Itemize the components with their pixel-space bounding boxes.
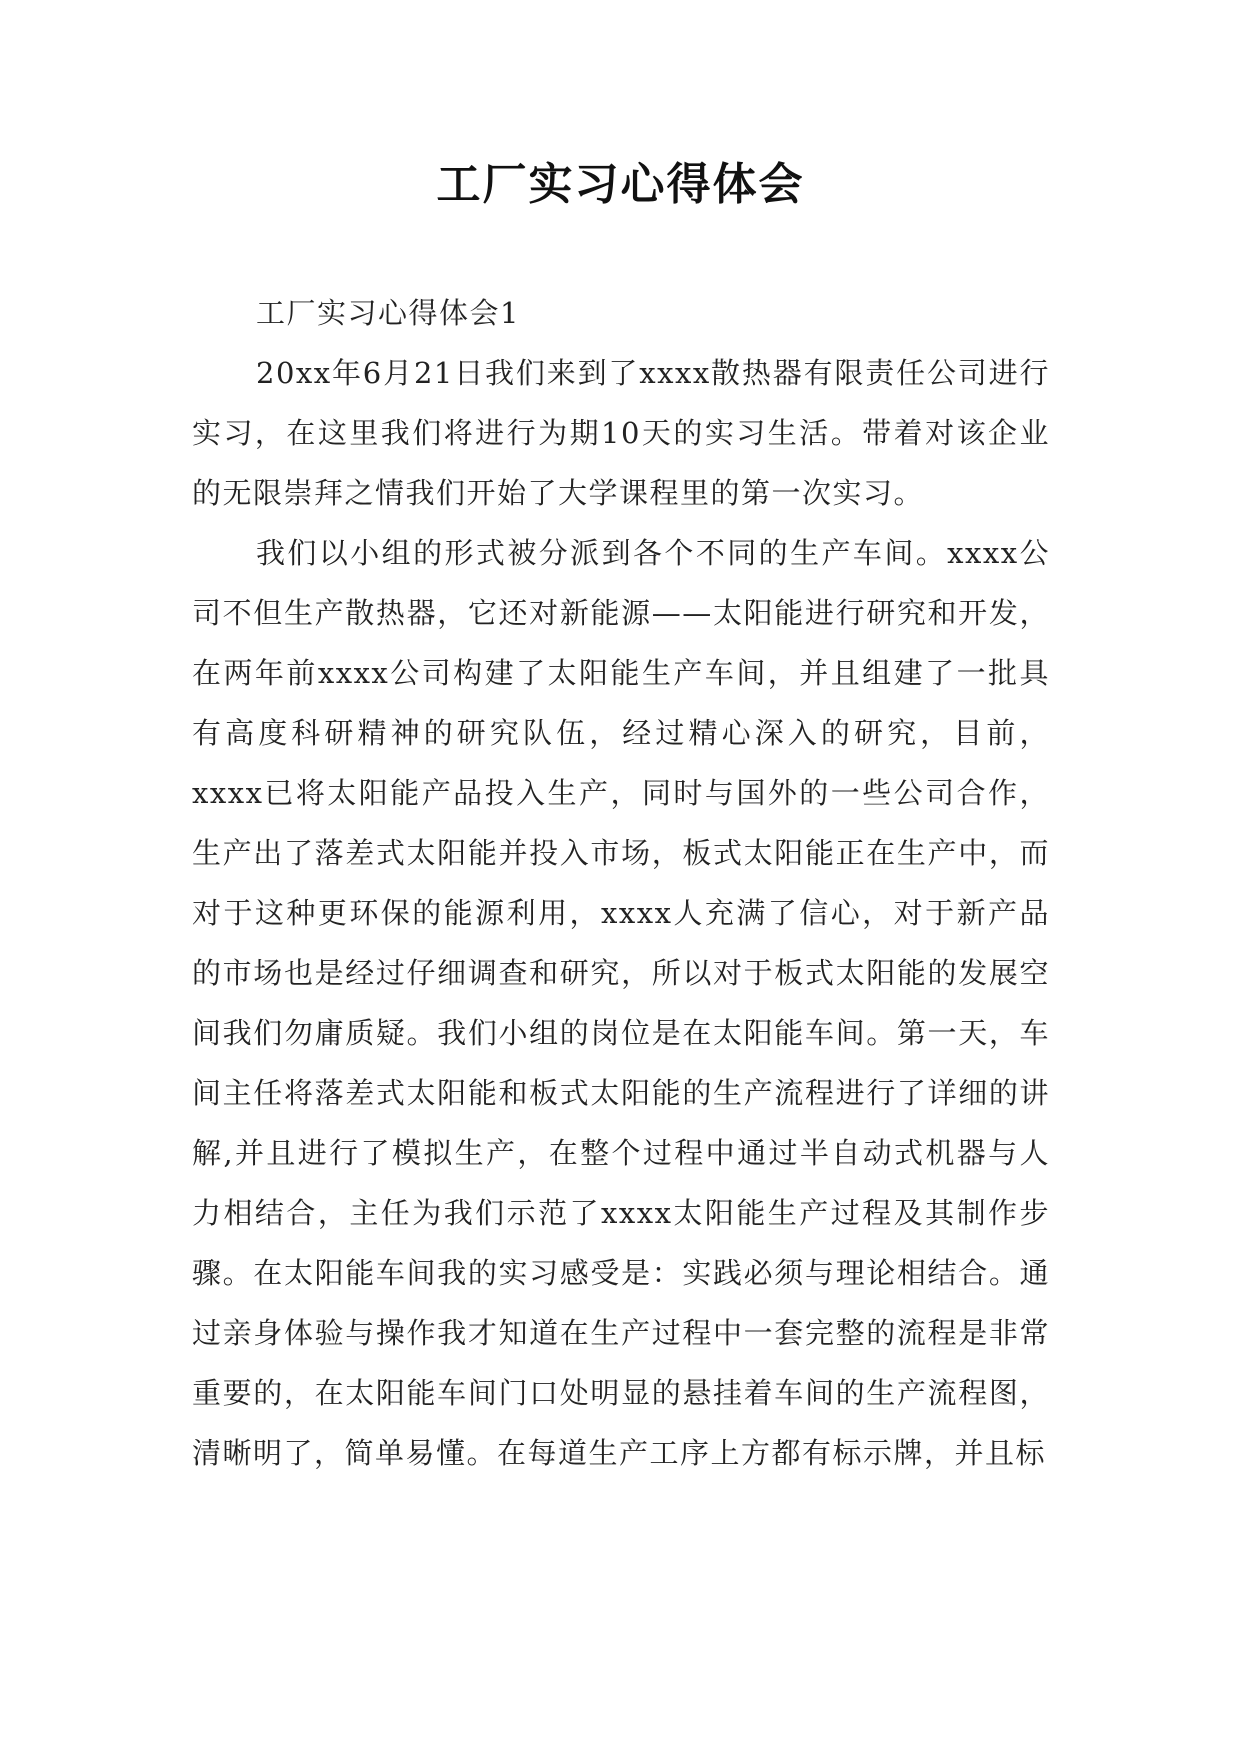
document-body <box>192 283 1050 1483</box>
paragraph-workshop: 我们以小组的形式被分派到各个不同的生产车间。xxxx公司不但生产散热器，它还对新能源——太阳能进行研究和开发，在两年前xxxx公司构建了太阳能生产车间，并且组建了一批具有高度科研精神的研究队伍，经过精心深入的研究，目前，xxxx已将太阳能产品投入生产，同时与国外的一些公司合作，生产出了落差式太阳能并投入市场，板式太阳能正在生产中，而对于这种更环保的能源利用，xxxx人充满了信心，对于新产品的市场也是经过仔细调查和研究，所以对于板式太阳能的发展空间我们勿庸质疑。我们小组的岗位是在太阳能车间。第一天，车间主任将落差式太阳能和板式太阳能的生产流程进行了详细的讲解,并且进行了模拟生产，在整个过程中通过半自动式机器与人力相结合，主任为我们示范了xxxx太阳能生产过程及其制作步骤。在太阳能车间我的实习感受是：实践必须与理论相结合。通过亲身体验与操作我才知道在生产过程中一套完整的流程是非常重要的，在太阳能车间门口处明显的悬挂着车间的生产流程图，清晰明了，简单易懂。在每道生产工序上方都有标示牌，并且标 <box>192 536 1050 1470</box>
section-heading: 工厂实习心得体会1 <box>256 296 520 330</box>
paragraph-intro: 20xx年6月21日我们来到了xxxx散热器有限责任公司进行实习，在这里我们将进行为期10天的实习生活。带着对该企业的无限崇拜之情我们开始了大学课程里的第一次实习。 <box>192 356 1050 510</box>
document-title: 工厂实习心得体会 <box>436 159 805 210</box>
